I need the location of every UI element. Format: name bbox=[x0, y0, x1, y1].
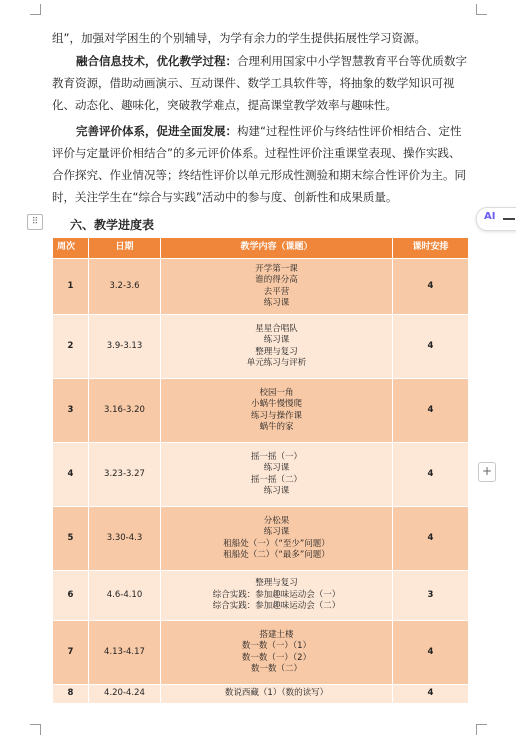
lesson-title: 练习课 bbox=[263, 298, 290, 308]
page-corner-mark bbox=[30, 724, 41, 735]
section-heading: 六、教学进度表 bbox=[70, 218, 155, 232]
schedule-table bbox=[52, 237, 469, 704]
lesson-title: 去平营 bbox=[263, 286, 290, 297]
lesson-title: 开学第一课 bbox=[255, 263, 298, 274]
lesson-title: 整理与复习 bbox=[255, 346, 298, 357]
cell-content bbox=[161, 685, 393, 704]
table-row bbox=[53, 259, 469, 315]
paragraph-info-tech bbox=[52, 50, 470, 116]
paragraph-evaluation bbox=[52, 120, 470, 208]
lesson-title: 数说西藏（1）（数的读写） bbox=[224, 688, 329, 699]
lesson-title: 综合实践：参加趣味运动会（二） bbox=[212, 601, 341, 612]
page-corner-mark bbox=[476, 4, 487, 15]
ai-assistant-button[interactable] bbox=[476, 207, 516, 231]
lesson-title: 练习课 bbox=[263, 463, 290, 473]
cell-date: 4.20-4.24 bbox=[89, 685, 161, 704]
cell-date: 3.9-3.13 bbox=[89, 315, 161, 379]
lesson-title: 整理与复习 bbox=[255, 578, 298, 589]
lesson-title: 综合实践：参加趣味运动会（一） bbox=[212, 589, 341, 600]
cell-hours: 3 bbox=[393, 571, 469, 621]
cell-content bbox=[161, 621, 393, 685]
lesson-title: 搭建土楼 bbox=[259, 629, 294, 640]
lesson-title: 分松果 bbox=[263, 515, 290, 526]
table-row bbox=[53, 507, 469, 571]
cell-date: 4.6-4.10 bbox=[89, 571, 161, 621]
table-row bbox=[53, 443, 469, 507]
cell-week: 5 bbox=[53, 507, 89, 571]
cell-hours: 4 bbox=[393, 315, 469, 379]
cell-week: 6 bbox=[53, 571, 89, 621]
page-corner-mark bbox=[30, 4, 41, 15]
cell-content bbox=[161, 315, 393, 379]
lesson-title: 单元练习与评析 bbox=[246, 358, 307, 368]
table-move-handle-icon[interactable]: ⠿ bbox=[27, 214, 43, 230]
cell-content bbox=[161, 507, 393, 571]
header-date: 日期 bbox=[89, 238, 161, 259]
cell-hours: 4 bbox=[393, 621, 469, 685]
lesson-title: 租船处（一）（“至少”问题） bbox=[223, 538, 330, 549]
cell-date: 4.13-4.17 bbox=[89, 621, 161, 685]
lesson-title: 小蜗牛慢慢爬 bbox=[250, 399, 302, 409]
page-corner-mark bbox=[476, 724, 487, 735]
lesson-title: 摇一摇（二） bbox=[250, 474, 302, 485]
cell-hours: 4 bbox=[393, 685, 469, 704]
lesson-title: 数一数（一）（1） bbox=[241, 641, 312, 651]
lesson-title: 练习课 bbox=[263, 335, 290, 345]
table-row bbox=[53, 315, 469, 379]
lesson-title: 数一数（一）（2） bbox=[241, 652, 312, 663]
lesson-title: 摇一摇（一） bbox=[250, 451, 302, 462]
header-week: 周次 bbox=[53, 238, 89, 259]
header-content: 教学内容（课题） bbox=[161, 238, 393, 259]
lesson-title: 租船处（二）（“最多”问题） bbox=[223, 550, 330, 560]
lesson-title: 练习课 bbox=[263, 486, 290, 496]
table-row bbox=[53, 685, 469, 704]
cell-date: 3.2-3.6 bbox=[89, 259, 161, 315]
cell-week: 8 bbox=[53, 685, 89, 704]
cell-hours: 4 bbox=[393, 379, 469, 443]
cell-content bbox=[161, 379, 393, 443]
header-hours: 课时安排 bbox=[393, 238, 469, 259]
cell-week: 3 bbox=[53, 379, 89, 443]
lesson-title: 蜗牛的家 bbox=[259, 422, 294, 432]
paragraph-body: 构建“过程性评价与终结性评价相结合、定性评价与定量评价相结合”的多元评价体系。过程性评价注重课堂表现、操作实践、合作探究、作业情况等；终结性评价以单元形成性测验和期末综合性评价为主。同时，关注学生在“综合与实践”活动中的参与度、创新性和成果质量。 bbox=[52, 124, 466, 204]
cell-hours: 4 bbox=[393, 259, 469, 315]
table-header-row bbox=[53, 238, 469, 259]
paragraph-continuation: 组”，加强对学困生的个别辅导，为学有余力的学生提供拓展性学习资源。 bbox=[52, 31, 426, 45]
cell-week: 1 bbox=[53, 259, 89, 315]
paragraph-body: 合理利用国家中小学智慧教育平台等优质数字教育资源，借助动画演示、互动课件、数学工具软件等，将抽象的数学知识可视化、动态化、趣味化，突破教学难点，提高课堂教学效率与趣味性。 bbox=[52, 54, 467, 112]
lesson-title: 数一数（二） bbox=[250, 664, 302, 674]
lesson-title: 练习与操作课 bbox=[250, 410, 302, 421]
cell-date: 3.23-3.27 bbox=[89, 443, 161, 507]
cell-week: 2 bbox=[53, 315, 89, 379]
cell-content bbox=[161, 443, 393, 507]
lesson-title: 星星合唱队 bbox=[255, 323, 298, 334]
cell-content bbox=[161, 259, 393, 315]
cell-date: 3.16-3.20 bbox=[89, 379, 161, 443]
ai-label: AI bbox=[484, 211, 496, 222]
cell-week: 7 bbox=[53, 621, 89, 685]
add-button[interactable]: + bbox=[478, 462, 496, 482]
paragraph-title: 融合信息技术，优化教学过程： bbox=[76, 54, 237, 68]
lesson-title: 谁的得分高 bbox=[255, 275, 298, 285]
cell-hours: 4 bbox=[393, 443, 469, 507]
paragraph-title: 完善评价体系，促进全面发展： bbox=[76, 124, 237, 138]
cell-week: 4 bbox=[53, 443, 89, 507]
cell-hours: 4 bbox=[393, 507, 469, 571]
table-row bbox=[53, 379, 469, 443]
table-row bbox=[53, 621, 469, 685]
lesson-title: 练习课 bbox=[263, 527, 290, 537]
cell-date: 3.30-4.3 bbox=[89, 507, 161, 571]
lesson-title: 校园一角 bbox=[259, 387, 294, 398]
table-row bbox=[53, 571, 469, 621]
cell-content bbox=[161, 571, 393, 621]
collapse-dash-icon bbox=[503, 218, 515, 220]
